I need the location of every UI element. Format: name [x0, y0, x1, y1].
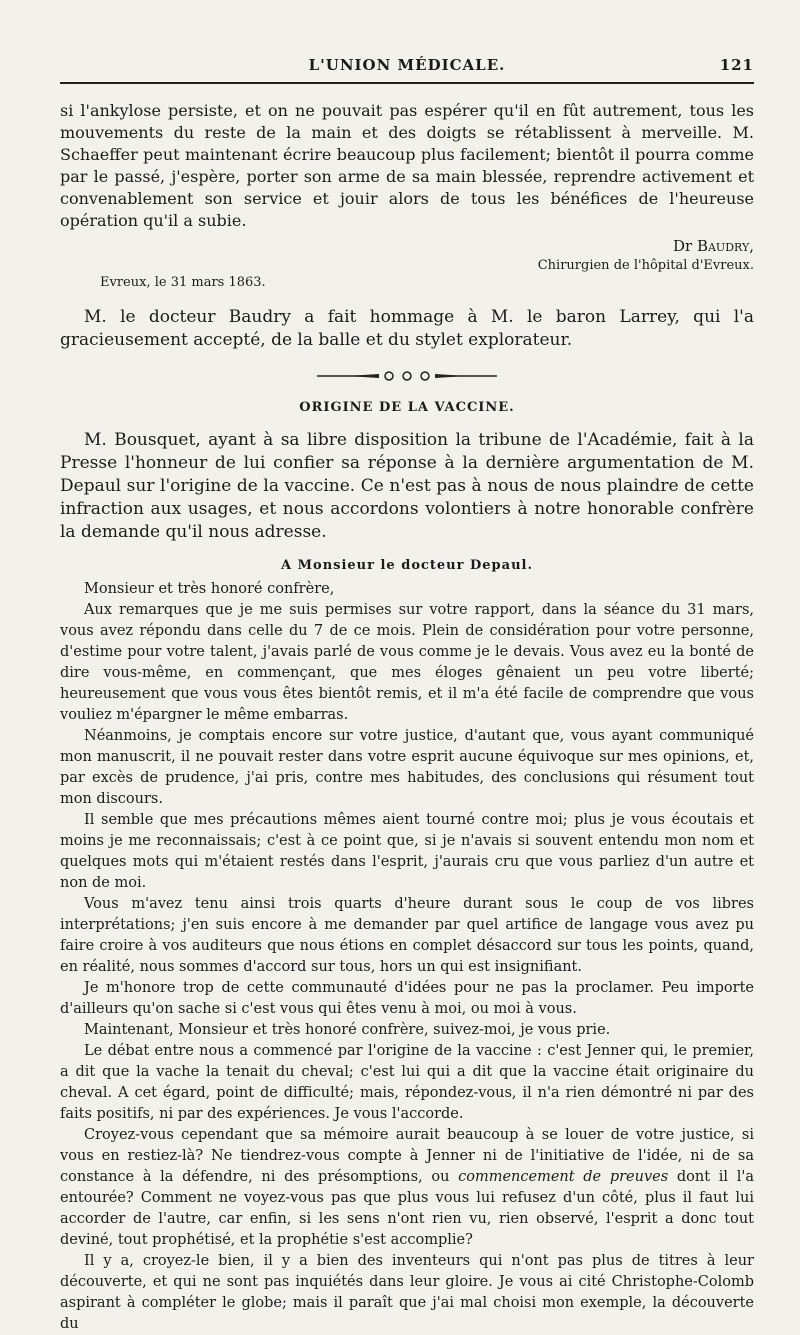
signature-name: Baudry, [696, 237, 754, 255]
letter-paragraph-2: Néanmoins, je comptais encore sur votre justice, d'autant que, vous ayant communiqué mon manuscrit, il ne pouvait rester dans votre esprit aucune équivoque sur mes opinions, et, par excès de prudence, j'ai pris, contre mes habitudes, des conclusions qui résument tout mon discours. [60, 728, 754, 807]
letter-heading: A Monsieur le docteur Depaul. [281, 558, 533, 573]
letter-paragraph-1: Aux remarques que je me suis permises sur votre rapport, dans la séance du 31 mars, vous avez répondu dans celle du 7 de ce mois. Plein de considération pour votre personne, d'estime pour votre talent, j'avais parlé de vous comme je le devais. Vous avez eu la bonté de dire vous-même, en commençant, que mes éloges gênaient un peu votre liberté; heureusement que vous vous êtes bientôt remis, et il m'a été facile de comprendre que vous vouliez m'épargner le même embarras. [60, 602, 754, 723]
signature-line [60, 236, 754, 256]
section-intro: M. Bousquet, ayant à sa libre disposition la tribune de l'Académie, fait à la Presse l'honneur de lui confier sa réponse à la dernière argumentation de M. Depaul sur l'origine de la vaccine. Ce n'est pas à nous de nous plaindre de cette infraction aux usages, et nous accordons volontiers à notre honorable confrère la demande qu'il nous adresse. [60, 430, 754, 542]
running-head [60, 56, 754, 80]
letter-paragraph-8-emphasis: commencement de preuves [458, 1169, 669, 1185]
editorial-note: M. le docteur Baudry a fait hommage à M. le baron Larrey, qui l'a gracieusement accepté, de la balle et du stylet explorateur. [60, 307, 754, 350]
signature-title: Chirurgien de l'hôpital d'Evreux. [537, 258, 754, 273]
letter-paragraph-4: Vous m'avez tenu ainsi trois quarts d'heure durant sous le coup de vos libres interprétations; j'en suis encore à me demander par quel artifice de langage vous avez pu faire croire à vos auditeurs que nous étions en complet désaccord sur tous les points, quand, en réalité, nous sommes d'accord sur tous, hors un qui est insignifiant. [60, 896, 754, 975]
letter-paragraph-8-part-a: Croyez-vous cependant que sa mémoire aurait beaucoup à se louer de votre justice, si vous en restiez-là? Ne tiendrez-vous compte à Jenner ni de l'initiative de l'idée, ni de sa constance à la défendre, ni des présomptions, ou [60, 1127, 754, 1185]
letter-paragraph-8-part-b: dont il l'a entourée? Comment ne voyez-vous pas que plus vous lui refusez d'un côté, plus il faut lui accorder de l'autre, car enfin, si les sens n'ont rien vu, rien observé, l'esprit a donc tout deviné, tout prophétisé, et la prophétie s'est accomplie? [60, 1169, 754, 1248]
letter-paragraph-5: Je m'honore trop de cette communauté d'idées pour ne pas la proclamer. Peu importe d'ailleurs qu'on sache si c'est vous qui êtes venu à moi, ou moi à vous. [60, 980, 754, 1017]
journal-title: L'UNION MÉDICALE. [308, 56, 506, 74]
signature-block [60, 236, 754, 276]
section-title: ORIGINE DE LA VACCINE. [299, 400, 515, 415]
header-rule [60, 82, 754, 84]
letter-paragraph-9: Il y a, croyez-le bien, il y a bien des inventeurs qui n'ont pas plus de titres à leur découverte, et qui ne sont pas inquiétés dans leur gloire. Je vous ai cité Christophe-Colomb aspirant à compléter le globe; mais il paraît que j'ai mal choisi mon exemple, la découverte du [60, 1253, 754, 1332]
ornament-divider [317, 370, 497, 382]
letter-paragraph-3: Il semble que mes précautions mêmes aient tourné contre moi; plus je vous écoutais et moins je me reconnaissais; c'est à ce point que, si je n'avais si souvent entendu mon nom et quelques mots qui m'étaient restés dans l'esprit, j'aurais cru que vous parliez d'un autre et non de moi. [60, 812, 754, 891]
page-body [60, 100, 754, 1335]
letter-paragraph-8 [60, 1125, 754, 1251]
dateline: Evreux, le 31 mars 1863. [100, 275, 266, 290]
letter-paragraph-6: Maintenant, Monsieur et très honoré confrère, suivez-moi, je vous prie. [84, 1022, 611, 1038]
signature-prefix: Dr [672, 237, 693, 255]
page-number: 121 [719, 56, 754, 74]
letter-salutation: Monsieur et très honoré confrère, [84, 581, 335, 597]
intro-paragraph: si l'ankylose persiste, et on ne pouvait pas espérer qu'il en fût autrement, tous les mouvements du reste de la main et des doigts se rétablissent à merveille. M. Schaeffer peut maintenant écrire beaucoup plus facilement; bientôt il pourra comme par le passé, j'espère, porter son arme de sa main blessée, reprendre activement et convenablement son service et jouir alors de tous les bénéfices de l'heureuse opération qu'il a subie. [60, 101, 754, 230]
letter-paragraph-7: Le débat entre nous a commencé par l'origine de la vaccine : c'est Jenner qui, le premier, a dit que la vache la tenait du cheval; c'est lui qui a dit que la vaccine était originaire du cheval. A cet égard, point de difficulté; mais, répondez-vous, il n'a rien démontré ni par des faits positifs, ni par des expériences. Je vous l'accorde. [60, 1043, 754, 1122]
